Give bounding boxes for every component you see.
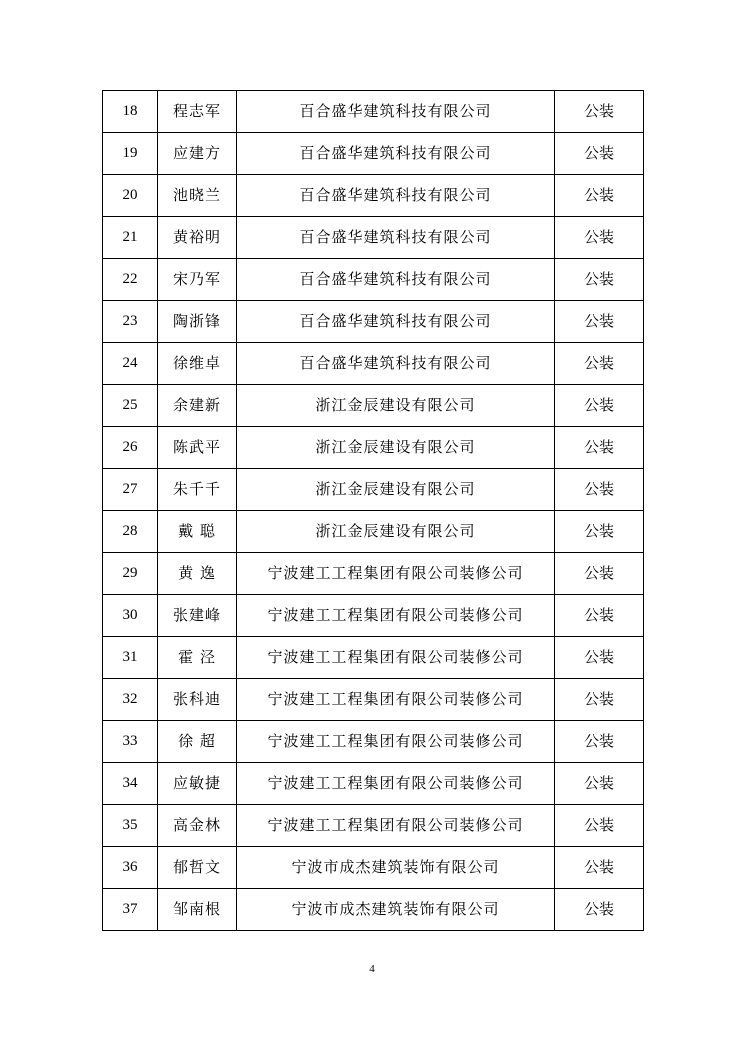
table-row [103, 511, 644, 553]
category-cell: 公装 [555, 805, 644, 847]
category-cell: 公装 [555, 469, 644, 511]
company-name-cell: 百合盛华建筑科技有限公司 [237, 133, 555, 175]
category-cell: 公装 [555, 343, 644, 385]
category-cell: 公装 [555, 847, 644, 889]
person-name-cell: 张建峰 [158, 595, 237, 637]
company-name-cell: 宁波建工工程集团有限公司装修公司 [237, 763, 555, 805]
person-name-cell: 陈武平 [158, 427, 237, 469]
row-number-cell: 20 [103, 175, 158, 217]
table-row [103, 91, 644, 133]
table-body [103, 91, 644, 931]
table-row [103, 805, 644, 847]
category-cell: 公装 [555, 91, 644, 133]
table-row [103, 637, 644, 679]
person-name-cell: 程志军 [158, 91, 237, 133]
category-cell: 公装 [555, 511, 644, 553]
table-row [103, 343, 644, 385]
person-name-cell: 应建方 [158, 133, 237, 175]
company-name-cell: 宁波建工工程集团有限公司装修公司 [237, 553, 555, 595]
category-cell: 公装 [555, 763, 644, 805]
row-number-cell: 18 [103, 91, 158, 133]
row-number-cell: 29 [103, 553, 158, 595]
person-name-cell: 张科迪 [158, 679, 237, 721]
table-row [103, 385, 644, 427]
page-number: 4 [369, 963, 375, 975]
person-name-cell: 朱千千 [158, 469, 237, 511]
category-cell: 公装 [555, 889, 644, 931]
company-name-cell: 百合盛华建筑科技有限公司 [237, 301, 555, 343]
row-number-cell: 25 [103, 385, 158, 427]
company-name-cell: 宁波市成杰建筑装饰有限公司 [237, 847, 555, 889]
row-number-cell: 30 [103, 595, 158, 637]
row-number-cell: 33 [103, 721, 158, 763]
table-row [103, 427, 644, 469]
category-cell: 公装 [555, 637, 644, 679]
table-row [103, 721, 644, 763]
row-number-cell: 37 [103, 889, 158, 931]
person-name-cell: 余建新 [158, 385, 237, 427]
table-row [103, 259, 644, 301]
row-number-cell: 27 [103, 469, 158, 511]
company-name-cell: 浙江金辰建设有限公司 [237, 427, 555, 469]
company-name-cell: 百合盛华建筑科技有限公司 [237, 91, 555, 133]
person-name-cell: 黄 逸 [158, 553, 237, 595]
row-number-cell: 28 [103, 511, 158, 553]
company-name-cell: 百合盛华建筑科技有限公司 [237, 343, 555, 385]
row-number-cell: 21 [103, 217, 158, 259]
company-name-cell: 百合盛华建筑科技有限公司 [237, 175, 555, 217]
person-name-cell: 徐维卓 [158, 343, 237, 385]
company-name-cell: 浙江金辰建设有限公司 [237, 511, 555, 553]
company-name-cell: 百合盛华建筑科技有限公司 [237, 217, 555, 259]
category-cell: 公装 [555, 679, 644, 721]
table-row [103, 889, 644, 931]
table-row [103, 301, 644, 343]
table-row [103, 175, 644, 217]
category-cell: 公装 [555, 427, 644, 469]
person-name-cell: 池晓兰 [158, 175, 237, 217]
table-row [103, 763, 644, 805]
row-number-cell: 36 [103, 847, 158, 889]
person-name-cell: 霍 泾 [158, 637, 237, 679]
row-number-cell: 35 [103, 805, 158, 847]
category-cell: 公装 [555, 595, 644, 637]
category-cell: 公装 [555, 133, 644, 175]
category-cell: 公装 [555, 217, 644, 259]
company-name-cell: 宁波建工工程集团有限公司装修公司 [237, 595, 555, 637]
personnel-table [102, 90, 644, 931]
row-number-cell: 32 [103, 679, 158, 721]
table-row [103, 133, 644, 175]
category-cell: 公装 [555, 259, 644, 301]
row-number-cell: 31 [103, 637, 158, 679]
company-name-cell: 宁波建工工程集团有限公司装修公司 [237, 721, 555, 763]
row-number-cell: 19 [103, 133, 158, 175]
category-cell: 公装 [555, 721, 644, 763]
person-name-cell: 徐 超 [158, 721, 237, 763]
company-name-cell: 浙江金辰建设有限公司 [237, 385, 555, 427]
table-row [103, 469, 644, 511]
category-cell: 公装 [555, 385, 644, 427]
table-row [103, 847, 644, 889]
person-name-cell: 戴 聪 [158, 511, 237, 553]
row-number-cell: 23 [103, 301, 158, 343]
category-cell: 公装 [555, 301, 644, 343]
table-row [103, 595, 644, 637]
row-number-cell: 24 [103, 343, 158, 385]
table-row [103, 217, 644, 259]
person-name-cell: 宋乃军 [158, 259, 237, 301]
person-name-cell: 黄裕明 [158, 217, 237, 259]
company-name-cell: 宁波建工工程集团有限公司装修公司 [237, 637, 555, 679]
company-name-cell: 浙江金辰建设有限公司 [237, 469, 555, 511]
person-name-cell: 郁哲文 [158, 847, 237, 889]
row-number-cell: 22 [103, 259, 158, 301]
category-cell: 公装 [555, 553, 644, 595]
table-row [103, 679, 644, 721]
company-name-cell: 百合盛华建筑科技有限公司 [237, 259, 555, 301]
person-name-cell: 应敏捷 [158, 763, 237, 805]
table-row [103, 553, 644, 595]
company-name-cell: 宁波市成杰建筑装饰有限公司 [237, 889, 555, 931]
person-name-cell: 陶浙锋 [158, 301, 237, 343]
company-name-cell: 宁波建工工程集团有限公司装修公司 [237, 679, 555, 721]
company-name-cell: 宁波建工工程集团有限公司装修公司 [237, 805, 555, 847]
row-number-cell: 34 [103, 763, 158, 805]
person-name-cell: 高金林 [158, 805, 237, 847]
category-cell: 公装 [555, 175, 644, 217]
person-name-cell: 邹南根 [158, 889, 237, 931]
row-number-cell: 26 [103, 427, 158, 469]
